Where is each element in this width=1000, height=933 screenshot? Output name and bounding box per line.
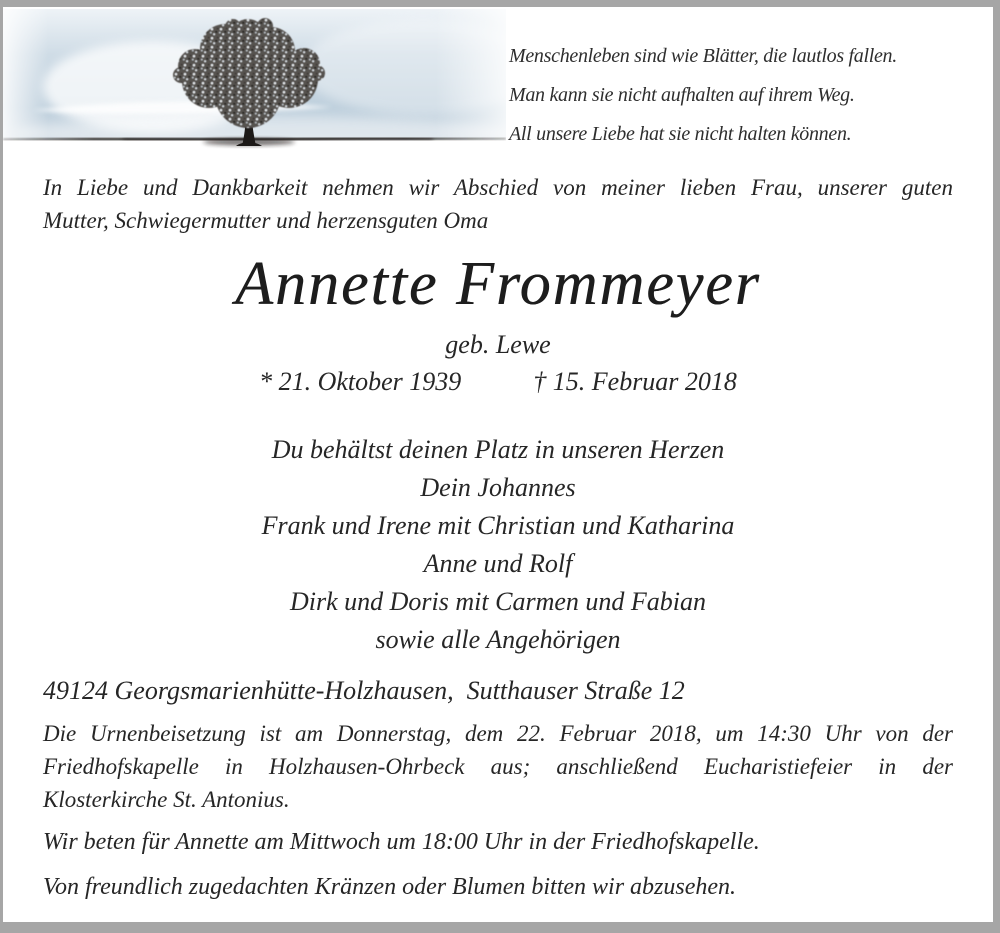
- epigraph-line: Man kann sie nicht aufhalten auf ihrem Weg.: [509, 84, 855, 106]
- family-address: 49124 Georgsmarienhütte-Holzhausen, Sutthauser Straße 12: [43, 676, 685, 705]
- mourner-line: Anne und Rolf: [423, 549, 573, 578]
- epigraph-line: Menschenleben sind wie Blätter, die lautlos fallen.: [509, 45, 897, 67]
- birth-date: * 21. Oktober 1939: [259, 367, 462, 396]
- funeral-line: Klosterkirche St. Antonius.: [43, 787, 290, 812]
- dedication-line: Du behältst deinen Platz in unseren Herzen: [271, 435, 725, 464]
- winter-landscape-image: [3, 9, 506, 149]
- mourner-line: Dirk und Doris mit Carmen und Fabian: [290, 587, 706, 616]
- mourner-line: Dein Johannes: [420, 473, 576, 502]
- prayer-notice: Wir beten für Annette am Mittwoch um 18:00 Uhr in der Friedhofskapelle.: [43, 829, 760, 855]
- header: [3, 7, 993, 159]
- mourner-line: sowie alle Angehörigen: [375, 625, 621, 654]
- funeral-line: Friedhofskapelle in Holzhausen-Ohrbeck aus; anschließend Eucharistiefeier in der: [43, 754, 953, 779]
- intro-line: Mutter, Schwiegermutter und herzensguten Oma: [43, 208, 489, 233]
- funeral-line: Die Urnenbeisetzung ist am Donnerstag, dem 22. Februar 2018, um 14:30 Uhr von der: [43, 721, 953, 746]
- epigraph: [509, 37, 979, 154]
- funeral-notice: [43, 717, 953, 816]
- deceased-name: Annette Frommeyer: [235, 250, 761, 318]
- obituary-page: [3, 7, 993, 922]
- maiden-name: geb. Lewe: [445, 330, 551, 359]
- life-dates: [43, 365, 953, 399]
- mourners-list: [43, 431, 953, 659]
- intro-paragraph: [43, 171, 953, 237]
- mourner-line: Frank und Irene mit Christian und Katharina: [261, 511, 735, 540]
- death-date: † 15. Februar 2018: [533, 367, 737, 396]
- epigraph-line: All unsere Liebe hat sie nicht halten können.: [509, 123, 852, 145]
- flowers-notice: Von freundlich zugedachten Kränzen oder Blumen bitten wir abzusehen.: [43, 874, 737, 900]
- intro-line: In Liebe und Dankbarkeit nehmen wir Abschied von meiner lieben Frau, unserer guten: [43, 175, 953, 200]
